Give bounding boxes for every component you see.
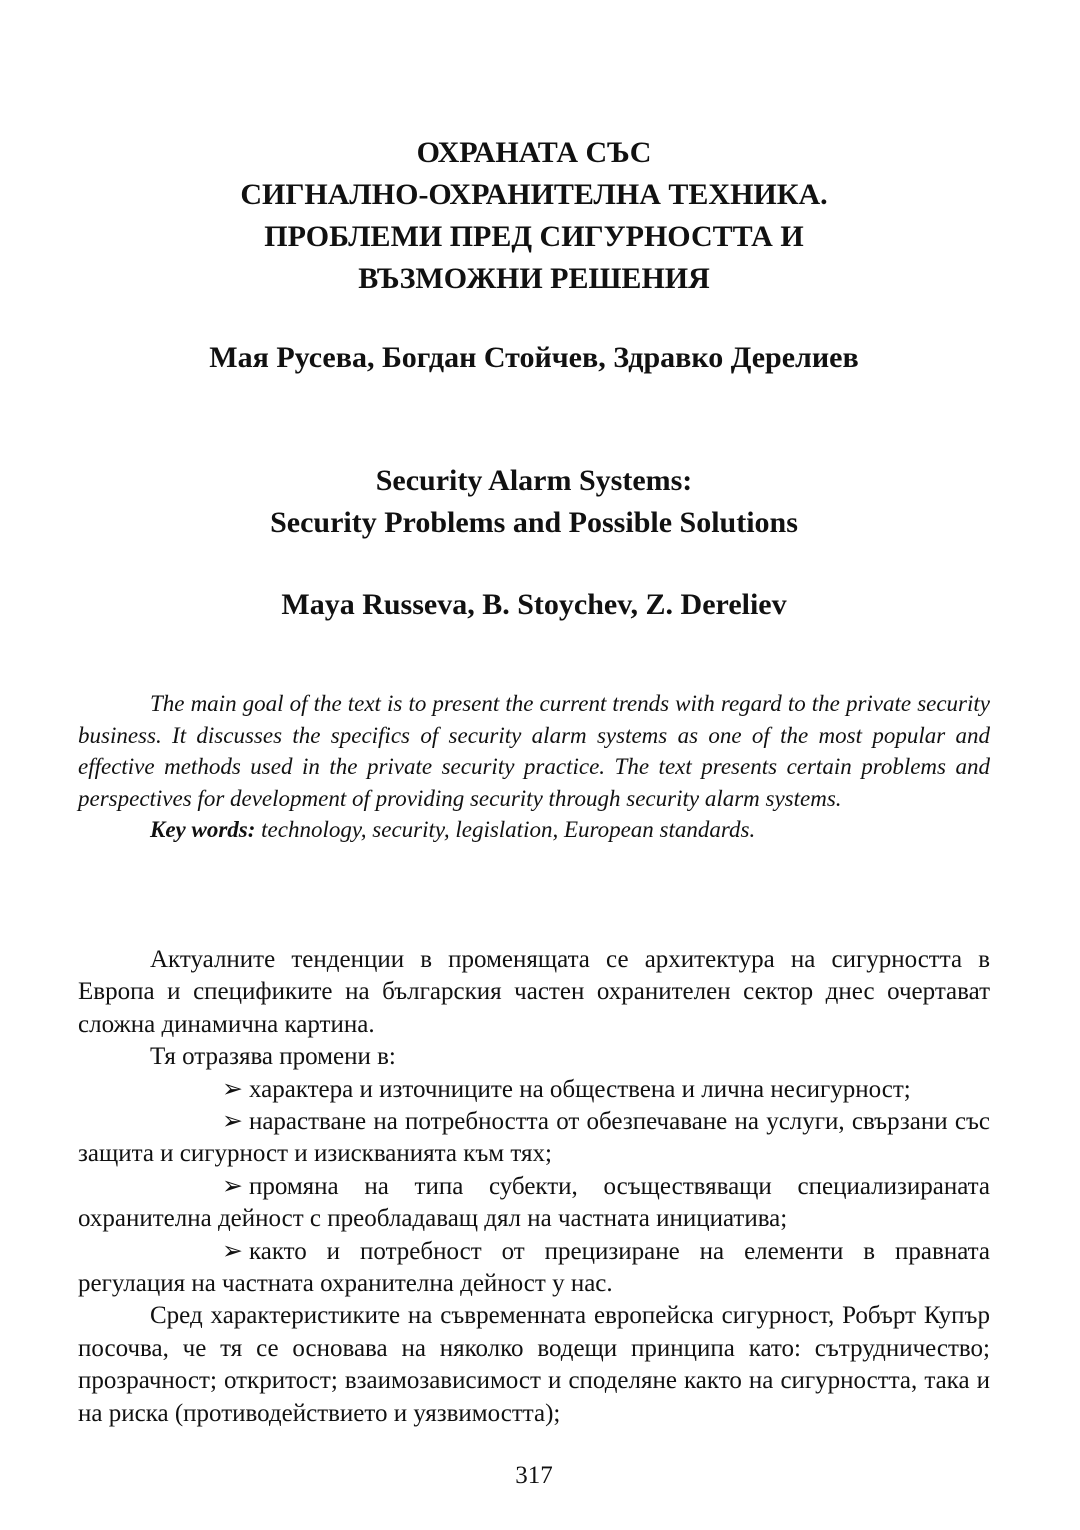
arrow-bullet-icon: ➢ [222, 1172, 243, 1200]
list-item [78, 1106, 990, 1171]
list-item [78, 1236, 990, 1301]
title-bg-line: ПРОБЛЕМИ ПРЕД СИГУРНОСТТА И [264, 220, 804, 253]
title-bg-line: СИГНАЛНО-ОХРАНИТЕЛНА ТЕХНИКА. [240, 178, 828, 211]
paragraph: Тя отразява промени в: [150, 1043, 396, 1071]
keywords-list: technology, security, legislation, European standards. [255, 817, 756, 842]
title-en-line: Security Problems and Possible Solutions [270, 506, 798, 539]
arrow-bullet-icon: ➢ [222, 1237, 243, 1265]
list-item-text: както и потребност от прецизиране на елементи в правната регулация на частната охранителна дейност у нас. [78, 1237, 990, 1298]
title-en-line: Security Alarm Systems: [375, 464, 693, 497]
title-bg-line: ВЪЗМОЖНИ РЕШЕНИЯ [358, 262, 710, 295]
keywords-label: Key words: [150, 817, 256, 842]
title-bg-line: ОХРАНАТА СЪС [416, 136, 652, 169]
paragraph: Сред характеристиките на съвременната европейска сигурност, Робърт Купър посочва, че тя се основава на няколко водещи принципа като: сътрудничество; прозрачност; откритост; взаимозависимост и споделяне както на сигурността, така и на риска (противодействието и уязвимостта); [78, 1302, 990, 1427]
paragraph: Актуалните тенденции в променящата се архитектура на сигурността в Европа и спецификите на българския частен охранителен сектор днес очертават сложна динамична картина. [78, 946, 990, 1038]
authors-bg: Мая Русева, Богдан Стойчев, Здравко Дерелиев [209, 341, 859, 374]
list-item [78, 1074, 990, 1106]
paper-title-en [78, 460, 990, 544]
authors-en: Maya Russeva, B. Stoychev, Z. Dereliev [281, 588, 787, 621]
arrow-bullet-icon: ➢ [222, 1108, 243, 1136]
page-number: 317 [515, 1462, 553, 1489]
list-item-text: характера и източниците на обществена и лична несигурност; [248, 1075, 911, 1103]
paper-title-bg [78, 132, 990, 300]
list-item-text: промяна на типа субекти, осъществяващи специализираната охранителна дейност с преобладаващ дял на частната инициатива; [78, 1172, 990, 1233]
keywords [78, 814, 990, 846]
list-item-text: нарастване на потребността от обезпечаване на услуги, свързани със защита и сигурност и изискванията към тях; [78, 1108, 990, 1168]
abstract [78, 688, 990, 846]
list-item [78, 1171, 990, 1236]
abstract-text: The main goal of the text is to present the current trends with regard to the private security business. It discusses the specifics of security alarm systems as one of the most popular and effective methods used in the private security practice. The text presents certain problems and perspectives for development of providing security through security alarm systems. [78, 691, 990, 811]
arrow-bullet-icon: ➢ [222, 1075, 243, 1103]
body-text [78, 944, 990, 1430]
